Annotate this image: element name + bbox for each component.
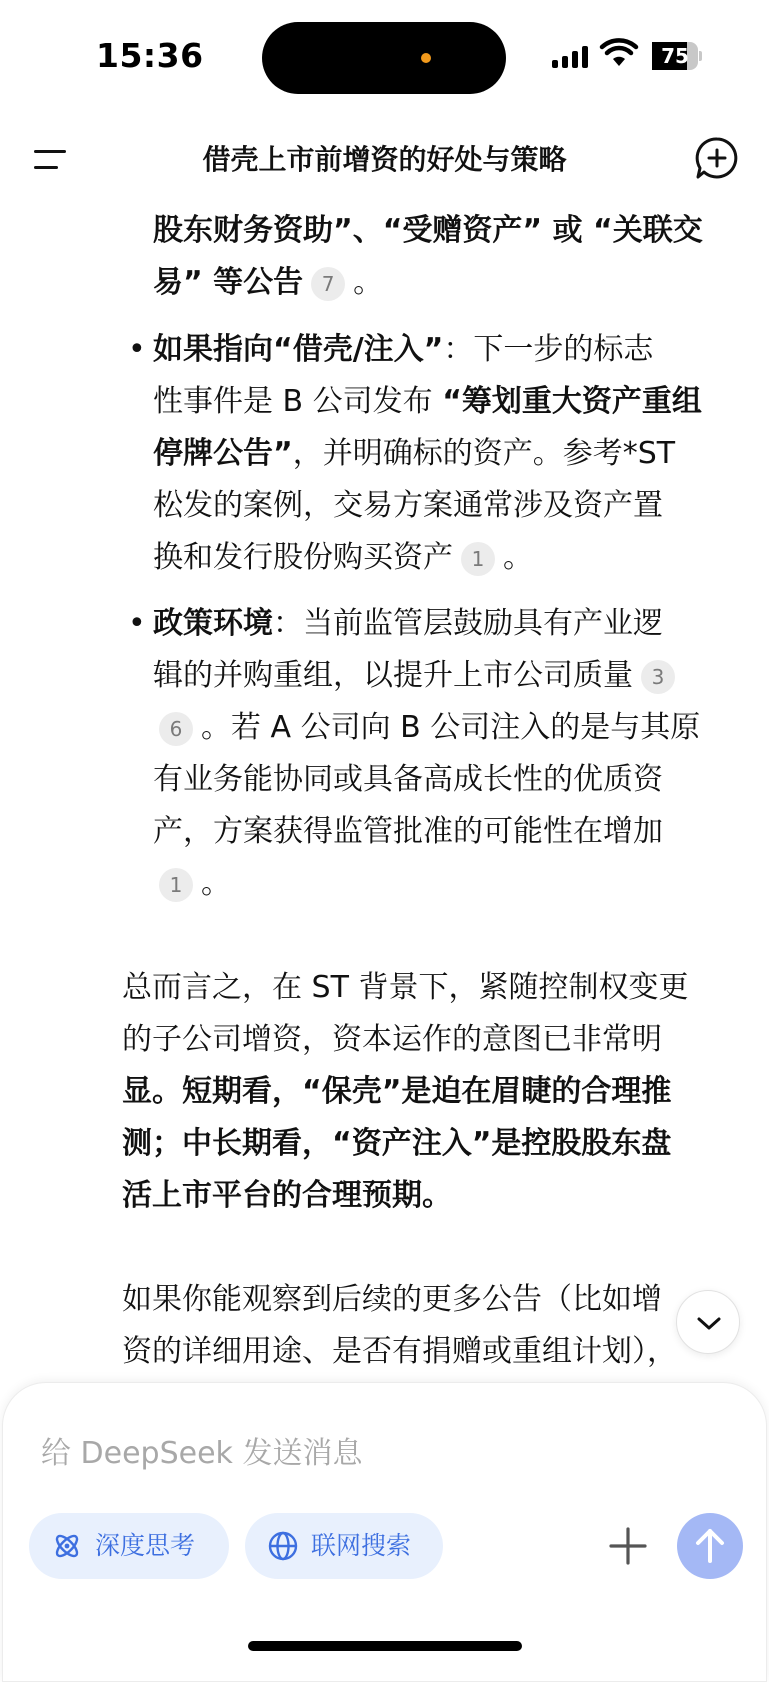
summary-line: 显。短期看，“保壳”是迫在眉睫的合理推	[122, 1074, 672, 1109]
paragraph-line: 辑的并购重组，以提升上市公司质量 3	[153, 650, 683, 702]
paragraph-line: 停牌公告”，并明确标的资产。参考*ST	[153, 436, 676, 471]
paragraph-line: 松发的案例，交易方案通常涉及资产置	[153, 488, 663, 523]
summary-line: 活上市平台的合理预期。	[122, 1178, 452, 1213]
atom-icon	[51, 1530, 83, 1562]
citation-badge[interactable]: 1	[159, 868, 193, 902]
citation-badge[interactable]: 7	[311, 267, 345, 301]
chevron-down-icon	[677, 1291, 741, 1355]
citation-badge[interactable]: 6	[159, 712, 193, 746]
arrow-up-icon	[677, 1513, 743, 1579]
status-bar	[0, 0, 769, 110]
chat-header	[0, 130, 769, 190]
battery-icon	[652, 42, 702, 70]
paragraph-line: 产，方案获得监管批准的可能性在增加	[153, 814, 663, 849]
paragraph-line: 换和发行股份购买资产 1 。	[153, 540, 533, 575]
closing-line: 资的详细用途、是否有捐赠或重组计划），	[122, 1334, 677, 1369]
new-chat-icon[interactable]	[692, 133, 742, 183]
paragraph-line: 易” 等公告 7 。	[153, 265, 384, 300]
summary-line: 总而言之，在 ST 背景下，紧随控制权变更	[122, 970, 689, 1005]
paragraph-line: 股东财务资助”、“受赠资产” 或 “关联交	[153, 213, 703, 248]
message-composer	[2, 1382, 767, 1682]
send-button[interactable]	[677, 1513, 743, 1579]
home-indicator[interactable]	[248, 1641, 522, 1651]
battery-percentage: 75	[661, 44, 689, 68]
scroll-to-bottom-button[interactable]	[676, 1290, 740, 1354]
summary-line: 测；中长期看，“资产注入”是控股股东盘	[122, 1126, 672, 1161]
paragraph-line: 6 。若 A 公司向 B 公司注入的是与其原	[153, 702, 700, 754]
deep-think-label: 深度思考	[95, 1531, 196, 1560]
bullet-marker: •	[128, 606, 146, 641]
chat-title: 借壳上市前增资的好处与策略	[202, 143, 567, 176]
recording-indicator-dot	[421, 53, 431, 63]
status-time: 15:36	[96, 36, 204, 75]
closing-line: 如果你能观察到后续的更多公告（比如增	[122, 1282, 662, 1317]
paragraph-line: 如果指向“借壳/注入”：下一步的标志	[153, 332, 654, 367]
deep-think-toggle[interactable]	[29, 1513, 229, 1579]
message-input[interactable]	[41, 1423, 601, 1483]
web-search-toggle[interactable]	[245, 1513, 443, 1579]
web-search-label: 联网搜索	[311, 1531, 412, 1560]
paragraph-line: 政策环境：当前监管层鼓励具有产业逻	[153, 606, 663, 641]
chat-content	[0, 200, 769, 1390]
dynamic-island	[262, 22, 506, 94]
plus-icon[interactable]	[603, 1521, 653, 1571]
paragraph-line: 1 。	[153, 858, 231, 910]
paragraph-line: 性事件是 B 公司发布 “筹划重大资产重组	[153, 384, 702, 419]
citation-badge[interactable]: 3	[641, 660, 675, 694]
citation-badge[interactable]: 1	[461, 542, 495, 576]
globe-icon	[267, 1530, 299, 1562]
paragraph-line: 有业务能协同或具备高成长性的优质资	[153, 762, 663, 797]
wifi-icon	[601, 40, 637, 68]
menu-button[interactable]	[30, 140, 74, 180]
cellular-signal-icon	[552, 44, 590, 68]
bullet-marker: •	[128, 332, 146, 367]
summary-line: 的子公司增资，资本运作的意图已非常明	[122, 1022, 662, 1057]
